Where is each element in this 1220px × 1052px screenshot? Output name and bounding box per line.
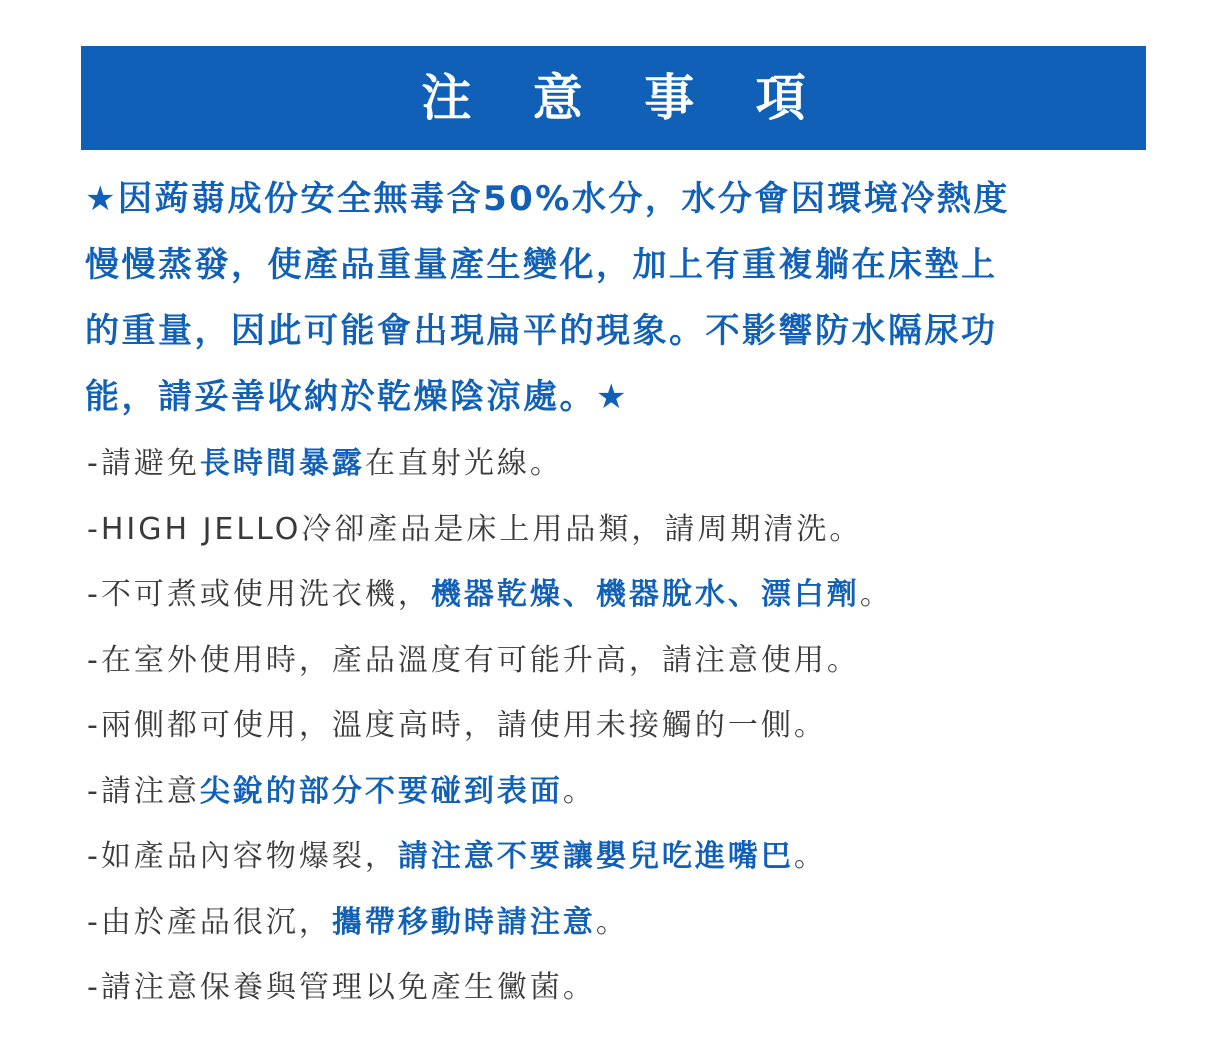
note-text-end: 。	[793, 839, 827, 874]
note-text: -請注意保養與管理以免產生黴菌。	[87, 970, 596, 1005]
note-item	[87, 431, 1147, 497]
intro-line: ★因蒟蒻成份安全無毒含50%水分，水分會因環境冷熱度	[85, 179, 1010, 219]
note-highlight: 長時間暴露	[199, 446, 365, 481]
note-text: -由於產品很沉，	[87, 904, 332, 940]
note-item	[87, 955, 1147, 1021]
note-item	[87, 759, 1147, 825]
note-text: -在室外使用時，產品溫度有可能升高，請注意使用。	[87, 642, 860, 678]
note-text-end: 。	[595, 904, 629, 940]
note-item	[87, 497, 1147, 563]
note-highlight: 攜帶移動時請注意	[331, 904, 596, 940]
note-highlight: 機器乾燥、機器脫水、漂白劑	[430, 577, 860, 612]
intro-line: 慢慢蒸發，使產品重量產生變化，加上有重複躺在床墊上	[85, 245, 998, 285]
note-text: -如產品內容物爆裂，	[87, 839, 398, 874]
intro-line: 的重量，因此可能會出現扁平的現象。不影響防水隔尿功	[85, 311, 998, 351]
note-text: -兩側都可使用，溫度高時，請使用未接觸的一側。	[87, 708, 827, 743]
note-text: -請注意	[87, 773, 200, 809]
note-text-end: 。	[859, 577, 893, 612]
note-text-end: 在直射光線。	[364, 446, 563, 481]
intro-paragraph	[85, 166, 1145, 430]
note-highlight: 請注意不要讓嬰兒吃進嘴巴	[397, 839, 794, 874]
note-text-end: 。	[562, 773, 596, 809]
note-item	[87, 562, 1147, 628]
intro-line: 能，請妥善收納於乾燥陰涼處。★	[85, 377, 629, 417]
note-item	[87, 824, 1147, 890]
note-text: -HIGH JELLO冷卻產品是床上用品類，請周期清洗。	[87, 511, 863, 547]
note-item	[87, 890, 1147, 956]
notes-list	[87, 431, 1147, 1021]
note-text: -請避免	[87, 446, 200, 481]
note-item	[87, 693, 1147, 759]
note-item	[87, 628, 1147, 694]
note-text: -不可煮或使用洗衣機，	[87, 577, 431, 612]
header-banner	[81, 46, 1146, 150]
page-title: 注 意 事 項	[421, 69, 828, 127]
note-highlight: 尖銳的部分不要碰到表面	[199, 773, 563, 809]
